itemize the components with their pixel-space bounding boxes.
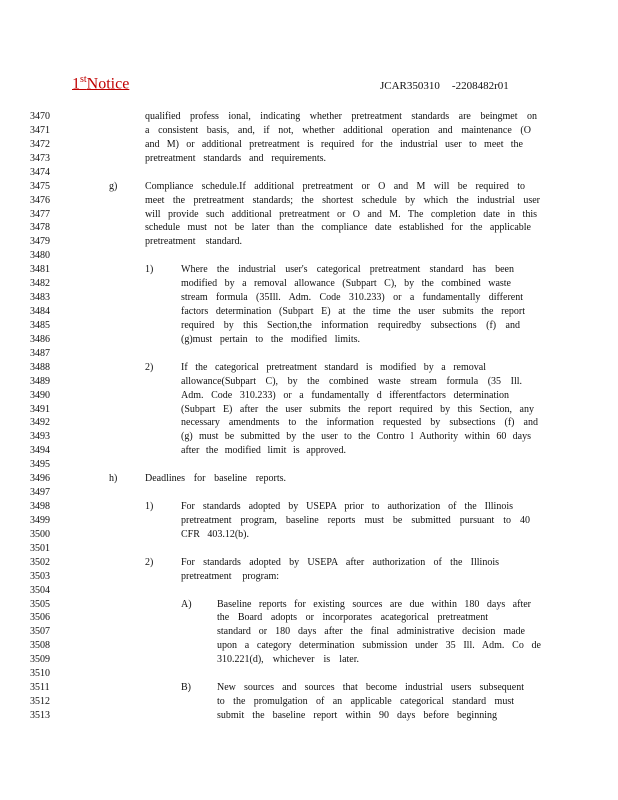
line-text: (g) must be submitted by the user to the Contro l Authority within 60 days [181,431,531,443]
line-text: to the promulgation of an applicable categorical standard must [217,696,514,708]
subsection-marker: 2) [145,556,154,568]
line-number: 3497 [30,487,50,499]
line-text: For standards adopted by USEPA after authorization of the Illinois [181,556,499,568]
line-text: required by this Section,the information requiredby subsections (f) and [181,319,520,331]
line-number: 3477 [30,208,50,220]
document-line [0,277,618,291]
document-line [0,584,618,598]
document-line [0,556,618,570]
document-line [0,625,618,639]
document-line [0,305,618,319]
line-text: qualified profess ional, indicating whether pretreatment standards are beingmet on [145,111,537,122]
document-line [0,291,618,305]
line-number: 3506 [30,612,50,624]
line-number: 3470 [30,111,50,122]
document-line [0,375,618,389]
line-text: Deadlines for baseline reports. [145,473,286,485]
document-line [0,361,618,375]
line-number: 3471 [30,124,50,136]
line-text: New sources and sources that become industrial users subsequent [217,682,524,694]
line-text: meet the pretreatment standards; the shortest schedule by which the industrial user [145,194,540,206]
line-number: 3513 [30,709,50,721]
line-number: 3486 [30,333,50,345]
line-number: 3488 [30,361,50,373]
line-text: stream formula (35Ill. Adm. Code 310.233) or a fundamentally different [181,292,523,304]
document-line [0,709,618,723]
jcar-code: JCAR350310 [380,80,440,92]
line-number: 3507 [30,626,50,638]
line-text: the Board adopts or incorporates acategorical pretreatment [217,612,488,624]
line-number: 3476 [30,194,50,206]
document-line [0,180,618,194]
document-line [0,249,618,263]
subsection-marker: h) [109,473,118,485]
line-number: 3504 [30,584,50,596]
document-line [0,472,618,486]
line-number: 3490 [30,389,50,401]
document-line [0,319,618,333]
line-text: necessary amendments to the information requested by subsections (f) and [181,417,538,429]
line-number: 3501 [30,542,50,554]
line-text: (Subpart E) after the user submits the report required by this Section, any [181,403,534,415]
line-text: allowance(Subpart C), by the combined waste stream formula (35 Ill. [181,375,522,387]
document-line [0,389,618,403]
document-line [0,681,618,695]
document-line [0,347,618,361]
line-number: 3472 [30,138,50,150]
line-number: 3473 [30,152,50,164]
document-id [380,80,509,92]
line-text: Adm. Code 310.233) or a fundamentally d ifferentfactors determination [181,389,509,401]
line-number: 3496 [30,473,50,485]
line-number: 3487 [30,347,50,359]
line-number: 3483 [30,292,50,304]
notice-heading [72,74,139,93]
line-number: 3508 [30,640,50,652]
subsection-marker: g) [109,180,118,192]
line-number: 3498 [30,501,50,513]
line-text: pretreatment program, baseline reports must be submitted pursuant to 40 [181,514,530,526]
line-number: 3480 [30,250,50,262]
document-line [0,110,618,124]
notice-word: Notice [86,75,130,93]
document-line [0,403,618,417]
line-text: a consistent basis, and, if not, whether additional operation and maintenance (O [145,124,531,136]
document-line [0,416,618,430]
line-number: 3479 [30,236,50,248]
subsection-marker: 1) [145,264,154,276]
line-text: 310.221(d), whichever is later. [217,654,359,666]
line-number: 3482 [30,278,50,290]
line-number: 3474 [30,166,50,178]
subsection-marker: B) [181,682,191,694]
line-text: Compliance schedule.If additional pretreatment or O and M will be required to [145,180,525,192]
line-text: Baseline reports for existing sources are due within 180 days after [217,598,531,610]
document-line [0,486,618,500]
line-number: 3475 [30,180,50,192]
document-line [0,208,618,222]
line-number: 3505 [30,598,50,610]
line-number: 3512 [30,696,50,708]
line-text: modified by a removal allowance (Subpart C), by the combined waste [181,278,511,290]
line-text: (g)must pertain to the modified limits. [181,333,360,345]
line-number: 3485 [30,319,50,331]
line-number: 3481 [30,264,50,276]
line-number: 3500 [30,528,50,540]
line-number: 3502 [30,556,50,568]
notice-ordinal-suffix: st [80,74,87,85]
document-line [0,124,618,138]
subsection-marker: A) [181,598,192,610]
document-line [0,152,618,166]
line-text: pretreatment program: [181,570,279,582]
document-line [0,194,618,208]
line-number: 3478 [30,222,50,234]
line-number: 3503 [30,570,50,582]
line-text: For standards adopted by USEPA prior to authorization of the Illinois [181,501,513,513]
line-text: submit the baseline report within 90 days before beginning [217,709,497,721]
line-number: 3493 [30,431,50,443]
line-text: and M) or additional pretreatment is required for the industrial user to meet the [145,138,523,150]
line-number: 3509 [30,654,50,666]
line-number: 3511 [30,682,50,694]
subsection-marker: 1) [145,501,154,513]
notice-number: 1 [72,75,80,93]
line-number: 3491 [30,403,50,415]
draft-code: -2208482r01 [451,80,509,92]
line-number: 3495 [30,459,50,471]
document-line [0,221,618,235]
document-line [0,235,618,249]
line-number: 3492 [30,417,50,429]
line-text: If the categorical pretreatment standard is modified by a removal [181,361,486,373]
line-text: schedule must not be later than the compliance date established for the applicable [145,222,531,234]
line-number: 3494 [30,445,50,457]
document-line [0,598,618,612]
document-line [0,430,618,444]
line-text: Where the industrial user's categorical pretreatment standard has been [181,264,514,276]
document-line [0,138,618,152]
line-number: 3499 [30,514,50,526]
document-line [0,444,618,458]
document-line [0,667,618,681]
line-text: standard or 180 days after the final administrative decision made [217,626,525,638]
document-line [0,458,618,472]
document-line [0,653,618,667]
document-line [0,570,618,584]
line-text: CFR 403.12(b). [181,528,249,540]
document-line [0,639,618,653]
document-line [0,166,618,180]
document-line [0,333,618,347]
line-number: 3489 [30,375,50,387]
document-line [0,695,618,709]
line-text: pretreatment standards and requirements. [145,152,326,164]
subsection-marker: 2) [145,361,154,373]
line-text: will provide such additional pretreatment or O and M. The completion date in this [145,208,537,220]
document-line [0,263,618,277]
document-line [0,611,618,625]
line-text: after the modified limit is approved. [181,445,346,457]
line-text: factors determination (Subpart E) at the time the user submits the report [181,306,525,318]
line-number: 3510 [30,668,50,680]
line-number: 3484 [30,306,50,318]
document-line [0,528,618,542]
document-line [0,514,618,528]
line-text: upon a category determination submission under 35 Ill. Adm. Co de [217,640,541,652]
document-line [0,542,618,556]
document-line [0,500,618,514]
line-text: pretreatment standard. [145,236,242,248]
